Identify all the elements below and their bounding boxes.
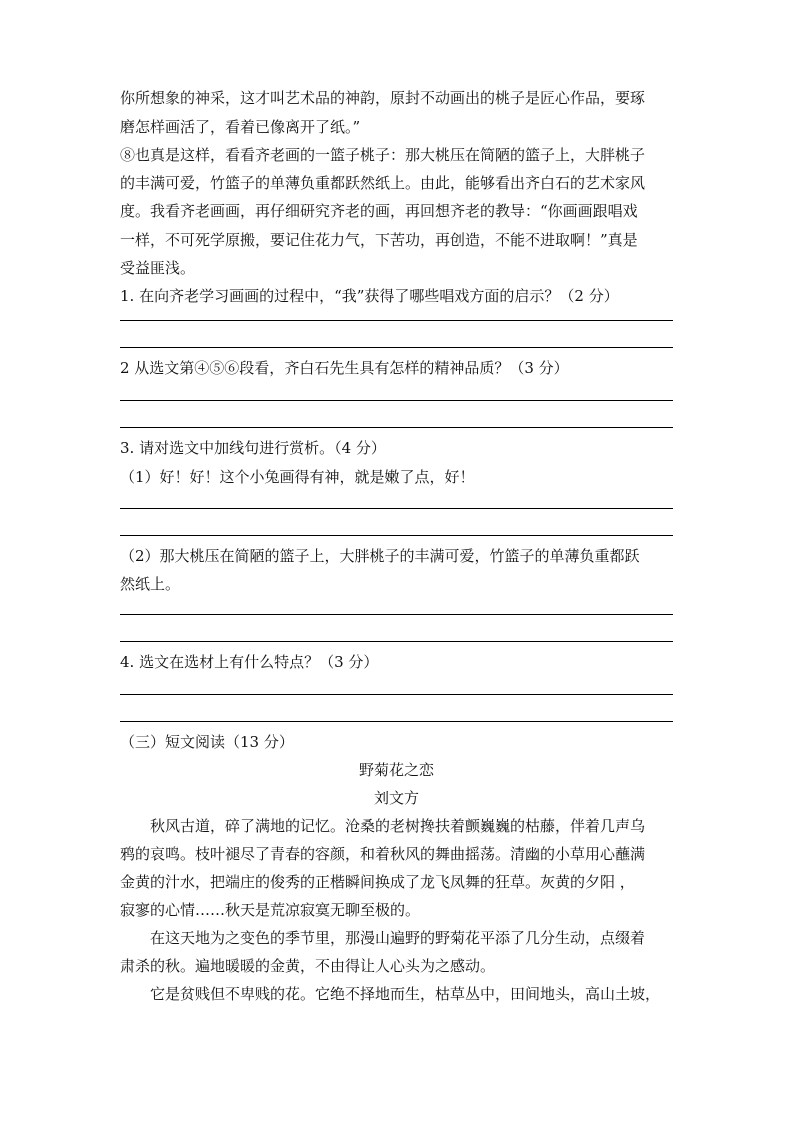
answer-line[interactable]: [120, 320, 673, 321]
article-paragraph-2-line: 肃杀的秋。遍地暖暖的金黄，不由得让人心头为之感动。: [120, 957, 496, 975]
answer-line[interactable]: [120, 694, 673, 695]
article-paragraph-3-line: 它是贫贱但不卑贱的花。它绝不择地而生，枯草丛中，田间地头，高山土坡，: [150, 985, 661, 1003]
article-paragraph-2-line: 在这天地为之变色的季节里，那漫山遍野的野菊花平添了几分生动，点缀着: [150, 929, 646, 947]
article-paragraph-1-line: 寂寥的心情……秋天是荒凉寂寞无聊至极的。: [120, 901, 421, 919]
paragraph-8-line: 受益匪浅。: [120, 259, 196, 277]
question-3-sub-2: 然纸上。: [120, 575, 181, 593]
article-title: 野菊花之恋: [358, 761, 434, 779]
paragraph-8-line: 一样，不可死学原搬，要记住花力气，下苦功，再创造，不能不进取啊！”真是: [120, 231, 638, 249]
question-1: 1. 在向齐老学习画画的过程中，“我”获得了哪些唱戏方面的启示？（2 分）: [120, 287, 619, 305]
question-4: 4. 选文在选材上有什么特点？（3 分）: [120, 653, 379, 671]
paragraph-8-line: ⑧也真是这样，看看齐老画的一篮子桃子：那大桃压在简陋的篮子上，大胖桃子: [120, 146, 646, 164]
answer-line[interactable]: [120, 400, 673, 401]
answer-line[interactable]: [120, 427, 673, 428]
article-paragraph-1-line: 秋风古道，碎了满地的记忆。沧桑的老树搀扶着颤巍巍的枯藤，伴着几声乌: [150, 817, 646, 835]
passage-line: 你所想象的神采，这才叫艺术品的神韵，原封不动画出的桃子是匠心作品，要琢: [120, 89, 646, 107]
article-paragraph-1-line: 鸦的哀鸣。枝叶褪尽了青春的容颜，和着秋风的舞曲摇荡。清幽的小草用心蘸满: [120, 845, 646, 863]
answer-line[interactable]: [120, 508, 673, 509]
paragraph-8-line: 的丰满可爱，竹篮子的单薄负重都跃然纸上。由此，能够看出齐白石的艺术家风: [120, 174, 646, 192]
answer-line[interactable]: [120, 535, 673, 536]
section-heading: （三）短文阅读（13 分）: [120, 733, 294, 751]
article-author: 刘文方: [373, 789, 419, 807]
question-3-sub-1: （1）好！好！这个小兔画得有神，就是嫩了点，好！: [120, 468, 475, 486]
paragraph-8-line: 度。我看齐老画画，再仔细研究齐老的画，再回想齐老的教导：“你画画跟唱戏: [120, 202, 638, 220]
answer-line[interactable]: [120, 347, 673, 348]
article-paragraph-1-line: 金黄的汁水，把端庄的俊秀的正楷瞬间换成了龙飞凤舞的狂草。灰黄的夕阳 ，: [120, 873, 635, 891]
answer-line[interactable]: [120, 641, 673, 642]
question-2: 2 从选文第④⑤⑥段看，齐白石先生具有怎样的精神品质？（3 分）: [120, 359, 569, 377]
answer-line[interactable]: [120, 721, 673, 722]
passage-line: 磨怎样画活了，看着已像离开了纸。”: [120, 118, 361, 136]
question-3-sub-2: （2）那大桃压在简陋的篮子上，大胖桃子的丰满可爱，竹篮子的单薄负重都跃: [120, 547, 640, 565]
answer-line[interactable]: [120, 614, 673, 615]
question-3: 3. 请对选文中加线句进行赏析。（4 分）: [120, 439, 386, 457]
